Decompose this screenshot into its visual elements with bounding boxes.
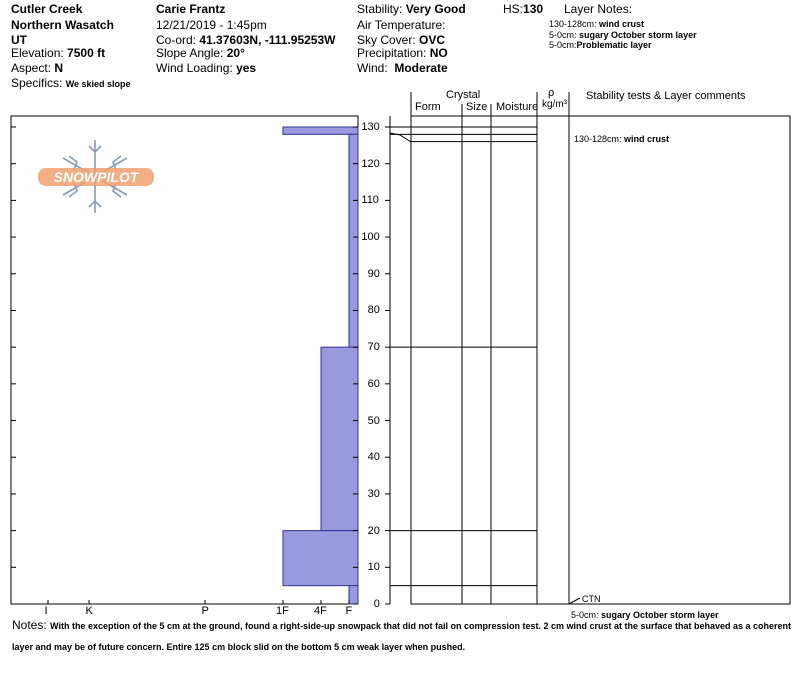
specifics-label: Specifics: [11,76,63,90]
elevation-label: Elevation: [11,46,64,60]
density-column-frame [537,116,569,604]
comment-range: 130-128cm: [574,134,622,144]
depth-tick-label: 130 [361,121,380,133]
hardness-tick-label: 4F [314,605,327,617]
hardness-tick-label: 1F [276,605,289,617]
hs-value: 130 [523,2,544,16]
aspect-value: N [54,61,64,75]
depth-tick-label: 50 [367,414,380,427]
snowpilot-logo [38,140,154,213]
hardness-tick-label: F [345,605,353,617]
hardness-tick-label: I [44,605,48,617]
layer-note-text: wind crust [599,19,645,29]
specifics-value: We skied slope [65,79,131,89]
logo-text: SNOWPILOT [53,169,139,185]
depth-tick-label: 40 [367,451,380,464]
depth-tick-label: 80 [367,304,380,317]
density-symbol: ρ [548,87,555,99]
stability-tests-header: Stability tests & Layer comments [586,90,746,102]
sky-value: OVC [419,33,446,47]
layer-notes-title: Layer Notes: [564,2,633,16]
state-name: UT [11,33,27,47]
wind-loading-label: Wind Loading: [156,61,233,75]
slope-label: Slope Angle: [156,46,224,60]
comment-range: 5-0cm: [571,610,599,620]
hardness-bar [283,531,358,586]
precip-label: Precipitation: [357,46,427,60]
observer-name: Carie Frantz [156,2,226,16]
comments-column-frame [569,116,790,604]
test-pointer [569,598,580,604]
wind-value: Moderate [394,61,448,75]
comment-text: sugary October storm layer [601,610,719,620]
depth-tick-label: 10 [367,561,380,574]
stability-value: Very Good [405,2,466,16]
wind-loading-value: yes [236,61,257,75]
notes-block [12,615,792,657]
layer-note-range: 5-0cm: [549,40,577,50]
layer-note-range: 130-128cm: [549,19,597,29]
layer-comment [574,134,669,145]
moisture-header: Moisture [496,101,539,113]
notes-label: Notes: [12,618,47,632]
depth-tick-label: 90 [367,267,380,280]
slope-value: 20° [226,46,245,60]
density-unit: kg/m³ [542,99,567,110]
depth-tick-label: 60 [367,377,380,390]
precip-value: NO [429,46,448,60]
hardness-bar [349,134,358,347]
range-name: Northern Wasatch [11,18,114,32]
comment-text: wind crust [624,134,670,144]
depth-tick-label: 100 [361,231,380,244]
notes-text: With the exception of the 5 cm at the ground, found a right-side-up snowpack that did not fail on compression test. 2 cm wind crust at the surface that behaved as a coherent layer and may be of future concern. Entire 125 cm block slid on the bottom 5 cm weak layer when pushed. [12,621,792,652]
crystal-header: Crystal [446,89,481,101]
hardness-bar [321,347,358,530]
coord-label: Co-ord: [156,33,197,47]
hardness-bar [283,127,358,134]
hardness-tick-label: K [85,605,93,617]
sky-label: Sky Cover: [357,33,416,47]
depth-tick-label: 30 [367,487,380,500]
datetime: 12/21/2019 - 1:45pm [156,18,267,32]
hardness-tick-label: P [201,605,209,617]
layer-note-text: sugary October storm layer [579,30,697,40]
size-header: Size [466,101,488,113]
form-header: Form [415,101,441,113]
location-name: Cutler Creek [11,2,83,16]
coord-value: 41.37603N, -111.95253W [199,33,336,47]
stability-label: Stability: [357,2,403,16]
depth-tick-label: 120 [361,157,380,170]
aspect-label: Aspect: [11,61,52,75]
layer-note-range: 5-0cm: [549,30,577,40]
depth-tick-label: 70 [367,341,380,354]
layer-note-text: Problematic layer [576,40,652,50]
hs-label: HS: [503,2,524,16]
depth-tick-label: 110 [361,194,379,207]
wind-label: Wind: [357,61,388,75]
elevation-value: 7500 ft [67,46,106,60]
ctn-label: CTN [582,594,601,604]
hardness-bar [349,586,358,604]
depth-tick-label: 20 [367,524,380,537]
air-temp-label: Air Temperature: [357,18,446,32]
depth-tick-label: 0 [373,598,380,610]
